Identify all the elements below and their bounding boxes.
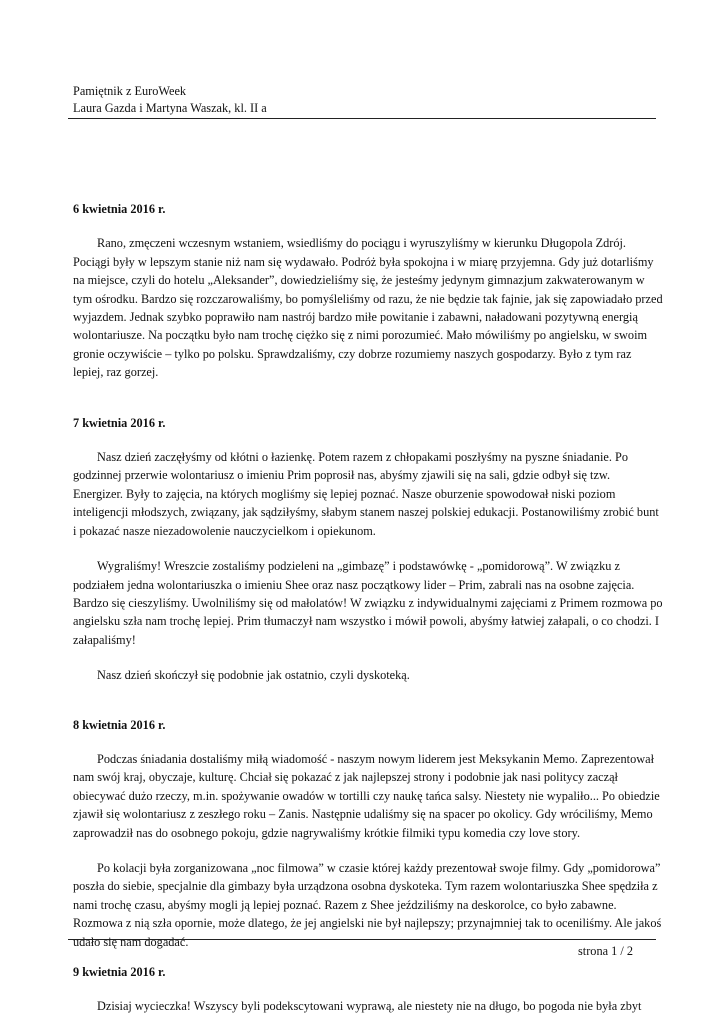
document-authors: Laura Gazda i Martyna Waszak, kl. II a bbox=[73, 101, 267, 115]
entry-paragraph: Podczas śniadania dostaliśmy miłą wiadomość - naszym nowym liderem jest Meksykanin Memo. Zaprezentował nam swój kraj, obyczaje, kulturę. Chciał się pokazać z jak najlepszej strony i podobnie jak nasi politycy zaczął obiecywać dużo rzeczy, m.in. spożywanie owadów w tortilli czy naukę tańca salsy. Niestety nie wypaliło... Po obiedzie zjawił się wolontariusz z zeszłego roku – Zanis. Następnie udaliśmy się na spacer po okolicy. Gdy wróciliśmy, Memo zaprowadził nas do osobnego pokoju, gdzie nagrywaliśmy krótkie filmiki typu komedia czy love story. bbox=[73, 751, 660, 840]
entry-paragraph: Dzisiaj wycieczka! Wszyscy byli podekscytowani wyprawą, ale niestety nie na długo, bo pogoda nie była zbyt bbox=[97, 999, 642, 1014]
entry-paragraph: Po kolacji była zorganizowana „noc filmowa” w czasie której każdy prezentował swoje filmy. Gdy „pomidorowa” poszła do siebie, specjalnie dla gimbazy była urządzona osobna dyskoteka. Tym razem wolontariuszka Shee spędziła z nami trochę czasu, abyśmy mogli ją lepiej poznać. Razem z Shee jeździliśmy na deskorolce, co było zabawne. Rozmowa z nią szła opornie, może dlatego, że jej angielski nie był najlepszy; przynajmniej tak to oceniliśmy. Ale jakoś udało się nam dogadać. bbox=[73, 860, 662, 949]
entry-date: 6 kwietnia 2016 r. bbox=[73, 202, 166, 216]
page-number: strona 1 / 2 bbox=[578, 944, 633, 958]
entry-paragraph: Rano, zmęczeni wczesnym wstaniem, wsiedliśmy do pociągu i wyruszyliśmy w kierunku Długopola Zdrój. Pociągi były w lepszym stanie niż nam się wydawało. Podróż była spokojna i w miarę przyjemna. Gdy już dotarliśmy na miejsce, czyli do hotelu „Aleksander”, dowiedzieliśmy się, że jesteśmy jedynym gimnazjum zakwaterowanym w tym ośrodku. Bardzo się rozczarowaliśmy, bo pomyśleliśmy od razu, że nie będzie tak fajnie, jak się zapowiadało przed wyjazdem. Jednak szybko poprawiło nam nastrój bardzo miłe powitanie i zabawni, naładowani pozytywną energią wolontariusze. Na początku było nam trochę ciężko się z nimi porozumieć. Mało mówiliśmy po angielsku, w swoim gronie oczywiście – tylko po polsku. Sprawdzaliśmy, czy dobrze rozumiemy naszych gospodarzy. Było z tym raz lepiej, raz gorzej. bbox=[73, 236, 663, 380]
entry-date: 9 kwietnia 2016 r. bbox=[73, 965, 166, 979]
entry-date: 7 kwietnia 2016 r. bbox=[73, 415, 166, 430]
entry-paragraph: Nasz dzień zaczęłyśmy od kłótni o łazienkę. Potem razem z chłopakami poszłyśmy na pyszne śniadanie. Po godzinnej przerwie wolontariusz o imieniu Prim poprosił nas, abyśmy zjawili się na sali, gdzie odbył się tzw. Energizer. Były to zajęcia, na których mogliśmy się lepiej poznać. Nasze oburzenie spowodował niski poziom inteligencji młodszych, związany, jak sądziłyśmy, słabym stanem naszej polskiej edukacji. Postanowiliśmy zrobić bunt i pokazać nasze niezadowolenie nauczycielkom i opiekunom. bbox=[73, 450, 659, 538]
header-divider bbox=[68, 118, 656, 119]
entry-paragraph: Wygraliśmy! Wreszcie zostaliśmy podzieleni na „gimbazę” i podstawówkę - „pomidorową”. W związku z podziałem jedna wolontariuszka o imieniu Shee oraz nasz początkowy lider – Prim, zabrali nas na osobne zajęcia. Bardzo się cieszyliśmy. Uwolniliśmy się od małolatów! W związku z indywidualnymi zajęciami z Primem rozmowa po angielsku szła nam trochę lepiej. Prim tłumaczył nam wszystko i mówił powoli, abyśmy łatwiej załapali, o co chodzi. I załapaliśmy! bbox=[73, 559, 663, 647]
document-title: Pamiętnik z EuroWeek bbox=[73, 84, 187, 98]
footer-divider bbox=[68, 939, 656, 940]
diary-body bbox=[73, 200, 663, 1016]
entry-paragraph: Nasz dzień skończył się podobnie jak ostatnio, czyli dyskoteką. bbox=[97, 668, 410, 683]
entry-date: 8 kwietnia 2016 r. bbox=[73, 717, 166, 732]
page-header bbox=[73, 83, 663, 117]
